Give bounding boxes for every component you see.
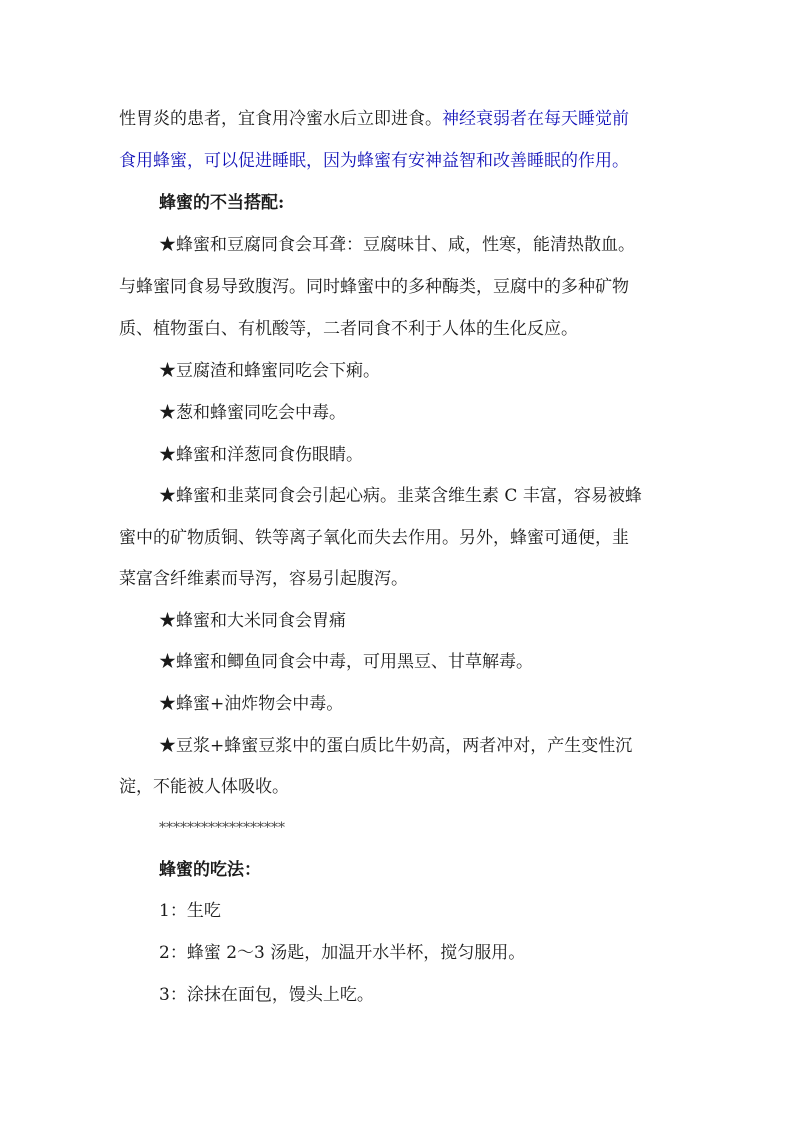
list-item-continuation: 淀，不能被人体吸收。 [119,777,289,797]
list-item-continuation: 与蜂蜜同食易导致腹泻。同时蜂蜜中的多种酶类，豆腐中的多种矿物 [119,277,629,297]
section-heading: 蜂蜜的吃法： [159,860,261,880]
list-item: ★豆腐渣和蜂蜜同吃会下痢。 [159,361,380,381]
method-item: 1：生吃 [159,901,221,921]
list-item: ★蜂蜜和大米同食会胃痛 [159,611,346,631]
highlighted-text: 食用蜂蜜，可以促进睡眠，因为蜂蜜有安神益智和改善睡眠的作用。 [119,151,629,171]
method-item: 3：涂抹在面包，馒头上吃。 [159,985,374,1005]
list-item: ★蜂蜜和洋葱同食伤眼睛。 [159,445,363,465]
list-item: ★蜂蜜+油炸物会中毒。 [159,694,344,714]
separator: ****************** [159,820,285,836]
list-item: ★葱和蜂蜜同吃会中毒。 [159,403,346,423]
list-item: ★蜂蜜和鲫鱼同食会中毒，可用黑豆、甘草解毒。 [159,652,533,672]
section-heading: 蜂蜜的不当搭配: [159,193,285,213]
list-item: ★豆浆+蜂蜜豆浆中的蛋白质比牛奶高，两者冲对，产生变性沉 [159,736,633,756]
highlighted-text: 神经衰弱者在每天睡觉前 [442,109,629,129]
paragraph-line [119,109,629,129]
list-item: ★蜂蜜和韭菜同食会引起心病。韭菜含维生素 C 丰富，容易被蜂 [159,486,642,506]
list-item: ★蜂蜜和豆腐同食会耳聋：豆腐味甘、咸，性寒，能清热散血。 [159,235,635,255]
list-item-continuation: 质、植物蛋白、有机酸等，二者同食不利于人体的生化反应。 [119,319,578,339]
method-item: 2：蜂蜜 2～3 汤匙，加温开水半杯，搅匀服用。 [159,943,526,963]
list-item-continuation: 蜜中的矿物质铜、铁等离子氧化而失去作用。另外，蜂蜜可通便，韭 [119,528,629,548]
list-item-continuation: 菜富含纤维素而导泻，容易引起腹泻。 [119,569,408,589]
text-segment: 性胃炎的患者，宜食用冷蜜水后立即进食。 [119,109,442,129]
